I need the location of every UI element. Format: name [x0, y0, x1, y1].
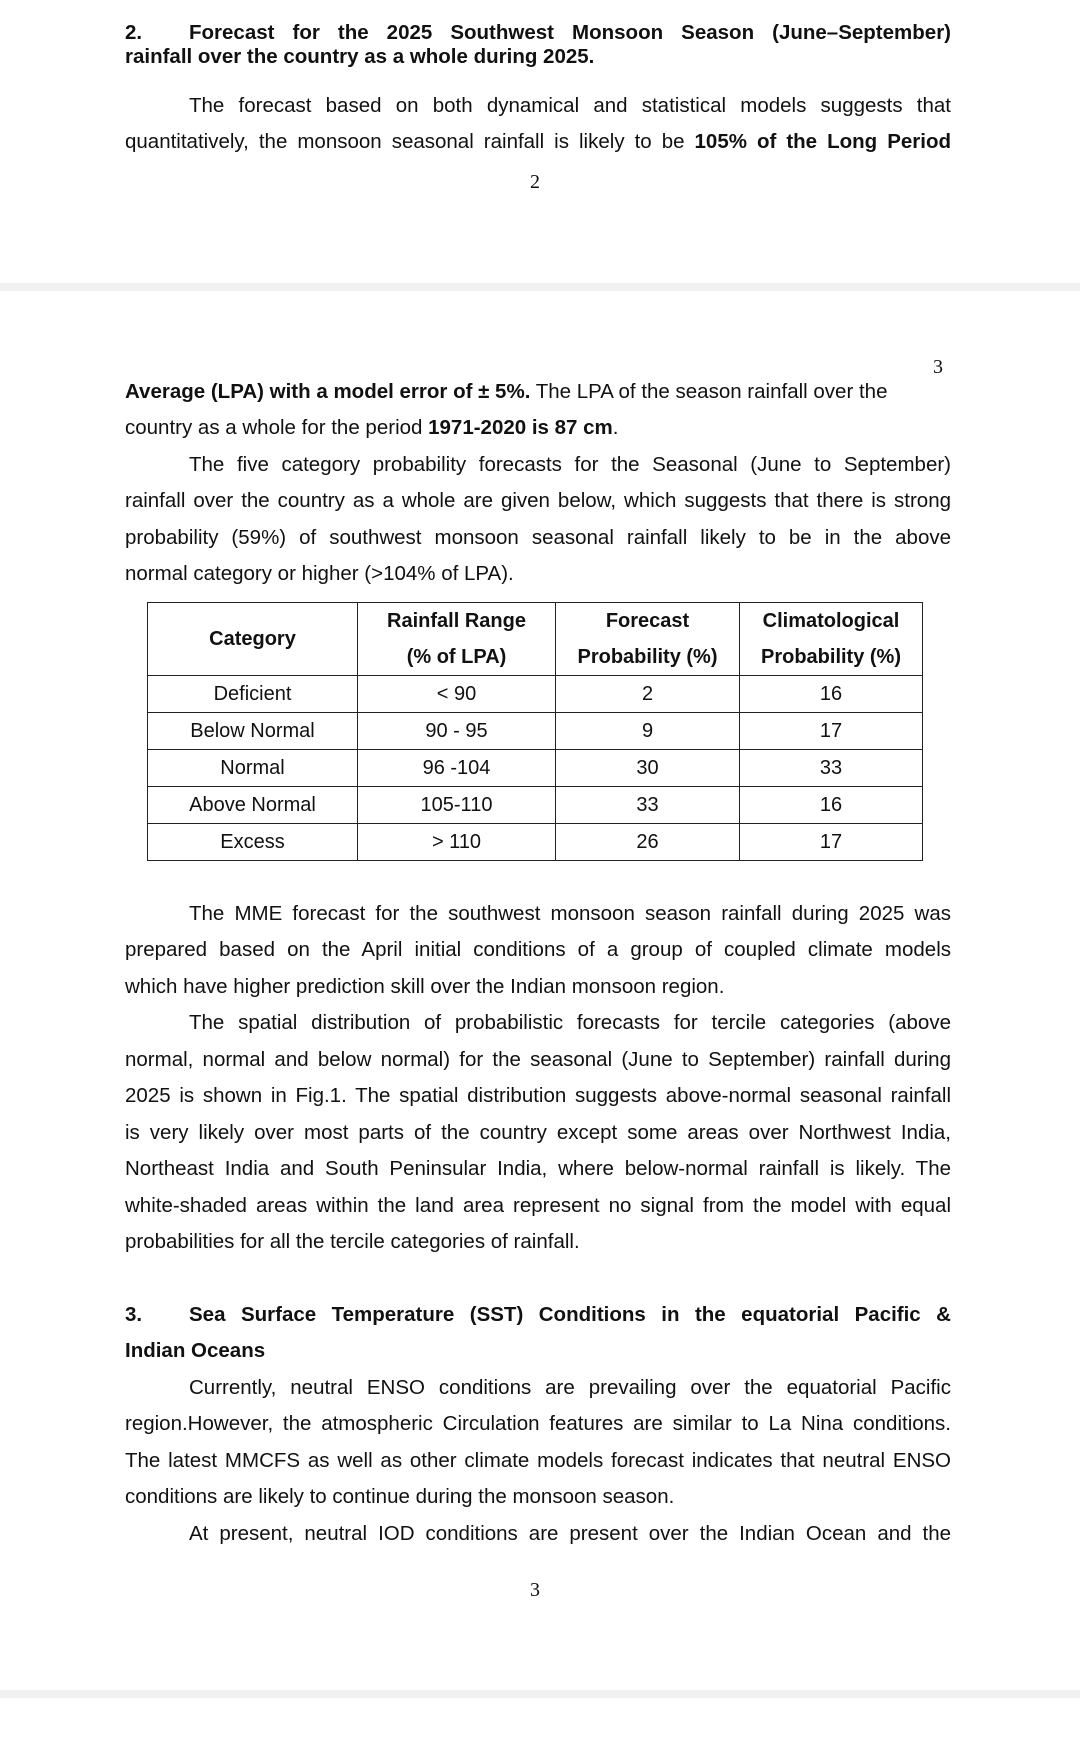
paragraph-line: Northeast India and South Peninsular India, where below-normal rainfall is likely. The — [125, 1157, 951, 1180]
paragraph-line: is very likely over most parts of the country except some areas over Northwest India, — [125, 1121, 951, 1144]
cell-forecast: 30 — [556, 750, 740, 787]
text-bold: 1971-2020 is 87 cm — [428, 416, 613, 439]
paragraph-line: probabilities for all the tercile categories of rainfall. — [125, 1230, 580, 1253]
paragraph-line: prepared based on the April initial conditions of a group of coupled climate models — [125, 938, 951, 961]
paragraph-line: The spatial distribution of probabilistic forecasts for tercile categories (above — [189, 1011, 951, 1034]
cell-category: Below Normal — [148, 713, 358, 750]
cell-range: 105-110 — [358, 787, 556, 824]
paragraph-line: region.However, the atmospheric Circulation features are similar to La Nina conditions. — [125, 1412, 951, 1435]
cell-climatological: 16 — [740, 787, 923, 824]
paragraph-line: The latest MMCFS as well as other climate models forecast indicates that neutral ENSO — [125, 1449, 951, 1472]
table-row — [148, 750, 923, 787]
page-number-top: 3 — [933, 356, 943, 378]
section-3-title-line2: Indian Oceans — [125, 1339, 266, 1362]
table-row — [148, 676, 923, 713]
cell-forecast: 33 — [556, 787, 740, 824]
text-plain: . — [612, 416, 619, 439]
cell-climatological: 17 — [740, 713, 923, 750]
paragraph-line: normal category or higher (>104% of LPA). — [125, 562, 514, 585]
cell-category: Above Normal — [148, 787, 358, 824]
section-2-title-line1: Forecast for the 2025 Southwest Monsoon Season (June–September) — [189, 21, 951, 44]
paragraph-line: Currently, neutral ENSO conditions are prevailing over the equatorial Pacific — [189, 1376, 951, 1399]
category-probability-table — [147, 602, 923, 861]
cell-climatological: 33 — [740, 750, 923, 787]
cell-range: > 110 — [358, 824, 556, 861]
paragraph-line: At present, neutral IOD conditions are present over the Indian Ocean and the — [189, 1522, 951, 1545]
page-number-bottom: 3 — [530, 1579, 540, 1601]
table-row — [148, 824, 923, 861]
section-3-number: 3. — [125, 1303, 143, 1326]
cell-category: Deficient — [148, 676, 358, 713]
cell-forecast: 9 — [556, 713, 740, 750]
text-plain: country as a whole for the period — [125, 416, 429, 439]
cell-category: Excess — [148, 824, 358, 861]
cell-climatological: 17 — [740, 824, 923, 861]
section-3-title-line1: Sea Surface Temperature (SST) Conditions in the equatorial Pacific & — [189, 1303, 951, 1326]
table-header-forecast-probability: Forecast Probability (%) — [556, 603, 740, 676]
cell-climatological: 16 — [740, 676, 923, 713]
text-bold: Average (LPA) with a model error of ± 5%. — [125, 380, 531, 403]
page-separator — [0, 283, 1080, 291]
cell-range: 96 -104 — [358, 750, 556, 787]
paragraph-line: which have higher prediction skill over the Indian monsoon region. — [125, 975, 725, 998]
cell-category: Normal — [148, 750, 358, 787]
cell-forecast: 2 — [556, 676, 740, 713]
cell-range: < 90 — [358, 676, 556, 713]
table-header-climatological-probability: Climatological Probability (%) — [740, 603, 923, 676]
paragraph-line: white-shaded areas within the land area represent no signal from the model with equal — [125, 1194, 951, 1217]
table-header-row — [148, 603, 923, 676]
table-header-category: Category — [148, 603, 358, 676]
paragraph-line: rainfall over the country as a whole are given below, which suggests that there is strong — [125, 489, 951, 512]
table-row — [148, 787, 923, 824]
paragraph-line: probability (59%) of southwest monsoon seasonal rainfall likely to be in the above — [125, 526, 951, 549]
paragraph-line — [125, 374, 951, 411]
cell-forecast: 26 — [556, 824, 740, 861]
page-separator — [0, 1690, 1080, 1698]
section-2-title-line2: rainfall over the country as a whole during 2025. — [125, 45, 595, 68]
text-plain: The LPA of the season rainfall over the — [530, 380, 888, 403]
paragraph-line: The MME forecast for the southwest monsoon season rainfall during 2025 was — [189, 902, 951, 925]
paragraph-line — [125, 410, 951, 447]
table-row — [148, 713, 923, 750]
paragraph-line: conditions are likely to continue during the monsoon season. — [125, 1485, 675, 1508]
table-header-rainfall-range: Rainfall Range (% of LPA) — [358, 603, 556, 676]
paragraph-line — [125, 124, 951, 161]
cell-range: 90 - 95 — [358, 713, 556, 750]
paragraph-line: The five category probability forecasts for the Seasonal (June to September) — [189, 453, 951, 476]
page-number: 2 — [530, 171, 540, 193]
paragraph-line: 2025 is shown in Fig.1. The spatial distribution suggests above-normal seasonal rainfall — [125, 1084, 951, 1107]
section-3-heading — [125, 1297, 951, 1334]
paragraph-line: normal, normal and below normal) for the seasonal (June to September) rainfall during — [125, 1048, 951, 1071]
paragraph-line: The forecast based on both dynamical and statistical models suggests that — [189, 94, 951, 117]
section-2-number: 2. — [125, 21, 143, 44]
text-bold: 105% of the Long Period — [694, 130, 951, 153]
text-plain: quantitatively, the monsoon seasonal rainfall is likely to be — [125, 130, 695, 153]
